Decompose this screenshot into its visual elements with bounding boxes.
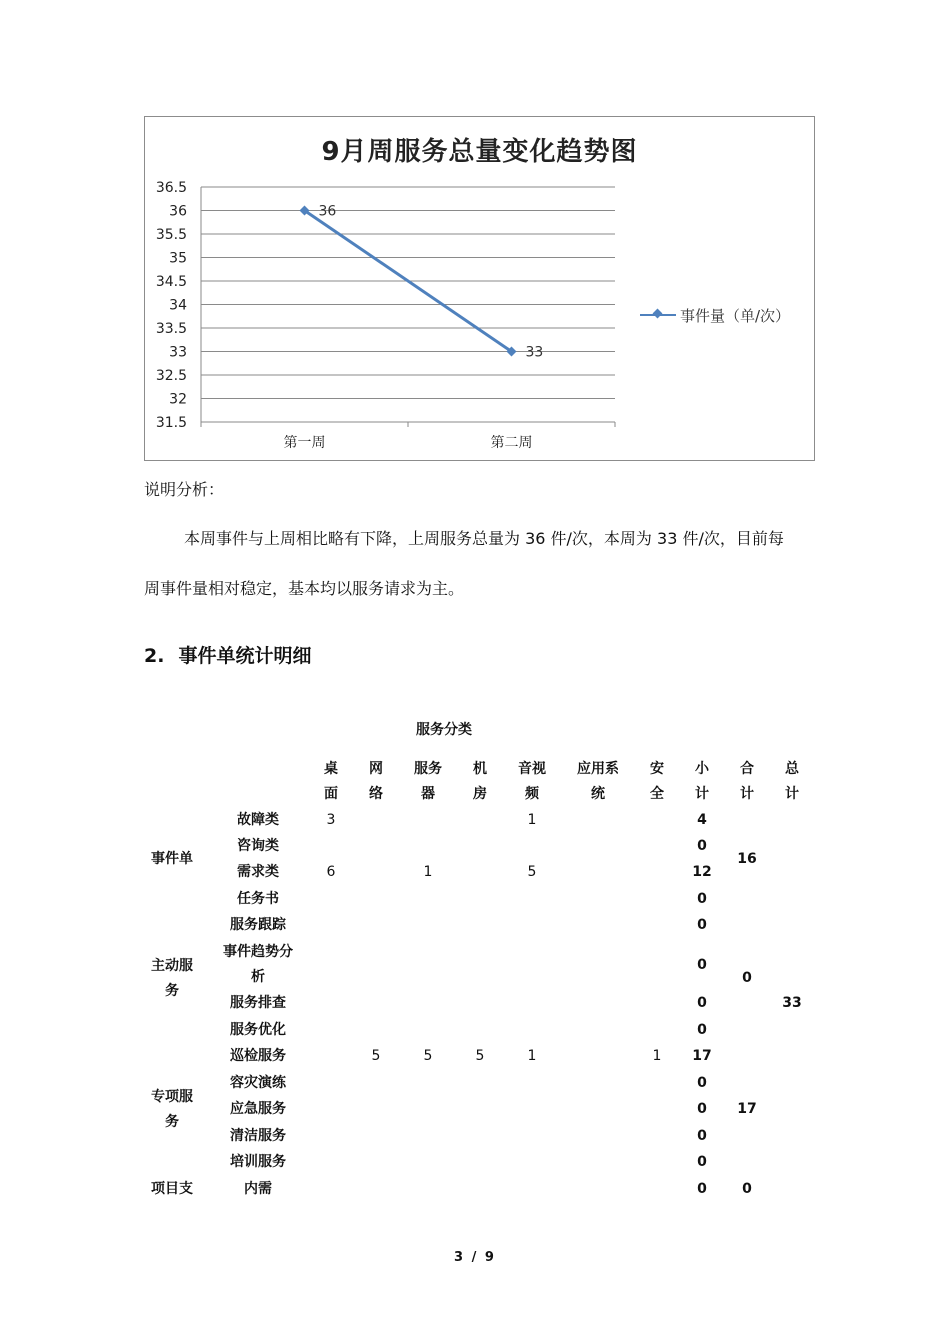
cell-demand-av: 5 [527, 864, 537, 880]
row-label-fault: 故障类 [237, 812, 279, 828]
row-label-task: 任务书 [237, 891, 279, 907]
header-desktop: 桌 面 [324, 761, 338, 802]
y-tick-label: 33.5 [155, 321, 187, 337]
y-tick-label: 34 [169, 297, 187, 314]
cell-task-subtotal: 0 [697, 891, 707, 907]
header-security: 安 全 [650, 761, 664, 802]
cell-patrol-server: 5 [423, 1048, 433, 1064]
row-label-consult: 咨询类 [237, 838, 279, 854]
cell-patrol-machine-room: 5 [475, 1048, 485, 1064]
cell-demand-subtotal: 12 [692, 864, 712, 880]
cell-active-total: 0 [742, 970, 752, 986]
header-av: 音视 频 [518, 761, 546, 802]
cell-demand-desktop: 6 [326, 864, 336, 880]
y-tick-label: 34.5 [155, 274, 187, 290]
row-label-check: 服务排查 [230, 995, 286, 1011]
cell-consult-subtotal: 0 [697, 838, 707, 854]
cell-optimize-subtotal: 0 [697, 1022, 707, 1038]
y-tick-label: 35.5 [155, 227, 187, 243]
cell-tracking-subtotal: 0 [697, 917, 707, 933]
row-label-cleaning: 清洁服务 [230, 1128, 286, 1144]
section-title: 事件单统计明细 [178, 645, 312, 667]
chart-legend [640, 305, 790, 325]
section-number: 2. [144, 645, 165, 667]
cell-internal-subtotal: 0 [697, 1181, 707, 1197]
legend-label: 事件量（单/次） [680, 306, 791, 325]
cell-event-total: 16 [737, 851, 757, 867]
analysis-heading: 说明分析： [144, 480, 225, 499]
cell-patrol-network: 5 [371, 1048, 381, 1064]
cell-drill-subtotal: 0 [697, 1075, 707, 1091]
chart-title: 9月周服务总量变化趋势图 [321, 137, 638, 167]
row-label-patrol: 巡检服务 [230, 1048, 286, 1064]
y-tick-label: 36.5 [155, 180, 187, 196]
group-event: 事件单 [151, 851, 193, 867]
legend-line-marker [640, 314, 676, 316]
cell-patrol-security: 1 [652, 1048, 662, 1064]
row-label-optimize: 服务优化 [230, 1022, 286, 1038]
cell-cleaning-subtotal: 0 [697, 1128, 707, 1144]
y-tick-label: 32.5 [155, 368, 187, 384]
data-label: 33 [525, 344, 544, 361]
cell-fault-desktop: 3 [326, 812, 336, 828]
cell-fault-av: 1 [527, 812, 537, 828]
cell-fault-subtotal: 4 [697, 812, 707, 828]
header-grand-total: 总 计 [785, 761, 799, 802]
data-label: 36 [318, 203, 337, 220]
row-label-tracking: 服务跟踪 [230, 917, 286, 933]
chart-plot [145, 117, 814, 460]
y-tick-label: 35 [169, 250, 187, 267]
x-tick-label: 第一周 [283, 435, 326, 451]
cell-demand-server: 1 [423, 864, 433, 880]
group-special-service: 专项服 务 [151, 1089, 193, 1130]
analysis-paragraph-line1: 本周事件与上周相比略有下降，上周服务总量为 36 件/次，本周为 33 件/次，目前每 [184, 529, 784, 548]
y-tick-label: 33 [169, 344, 187, 361]
y-tick-label: 36 [169, 203, 187, 220]
cell-grand-total: 33 [782, 995, 802, 1011]
analysis-paragraph-line2: 周事件量相对稳定，基本均以服务请求为主。 [144, 579, 465, 598]
y-tick-label: 31.5 [155, 415, 187, 431]
row-label-emergency: 应急服务 [230, 1101, 286, 1117]
row-label-demand: 需求类 [237, 864, 279, 880]
header-network: 网 络 [369, 761, 383, 802]
cell-patrol-subtotal: 17 [692, 1048, 712, 1064]
page-number: 3 / 9 [454, 1250, 496, 1265]
cell-special-total: 17 [737, 1101, 757, 1117]
header-machine-room: 机 房 [473, 761, 487, 802]
section-heading [144, 641, 311, 668]
header-app-system: 应用系 统 [577, 761, 619, 802]
row-label-trend: 事件趋势分 析 [223, 944, 293, 985]
row-label-internal: 内需 [244, 1181, 272, 1197]
cell-patrol-av: 1 [527, 1048, 537, 1064]
cell-trend-subtotal: 0 [697, 957, 707, 973]
header-server: 服务 器 [414, 761, 442, 802]
y-tick-label: 32 [169, 391, 187, 408]
cell-check-subtotal: 0 [697, 995, 707, 1011]
cell-project-total: 0 [742, 1181, 752, 1197]
cell-emergency-subtotal: 0 [697, 1101, 707, 1117]
header-total: 合 计 [740, 761, 754, 802]
x-tick-label: 第二周 [490, 435, 533, 451]
group-project-support: 项目支 [151, 1181, 193, 1197]
line-chart [144, 116, 815, 461]
row-label-training: 培训服务 [230, 1154, 286, 1170]
group-active-service: 主动服 务 [151, 958, 193, 999]
cell-training-subtotal: 0 [697, 1154, 707, 1170]
header-subtotal: 小 计 [695, 761, 709, 802]
row-label-drill: 容灾演练 [230, 1075, 286, 1091]
table-caption: 服务分类 [416, 722, 472, 738]
